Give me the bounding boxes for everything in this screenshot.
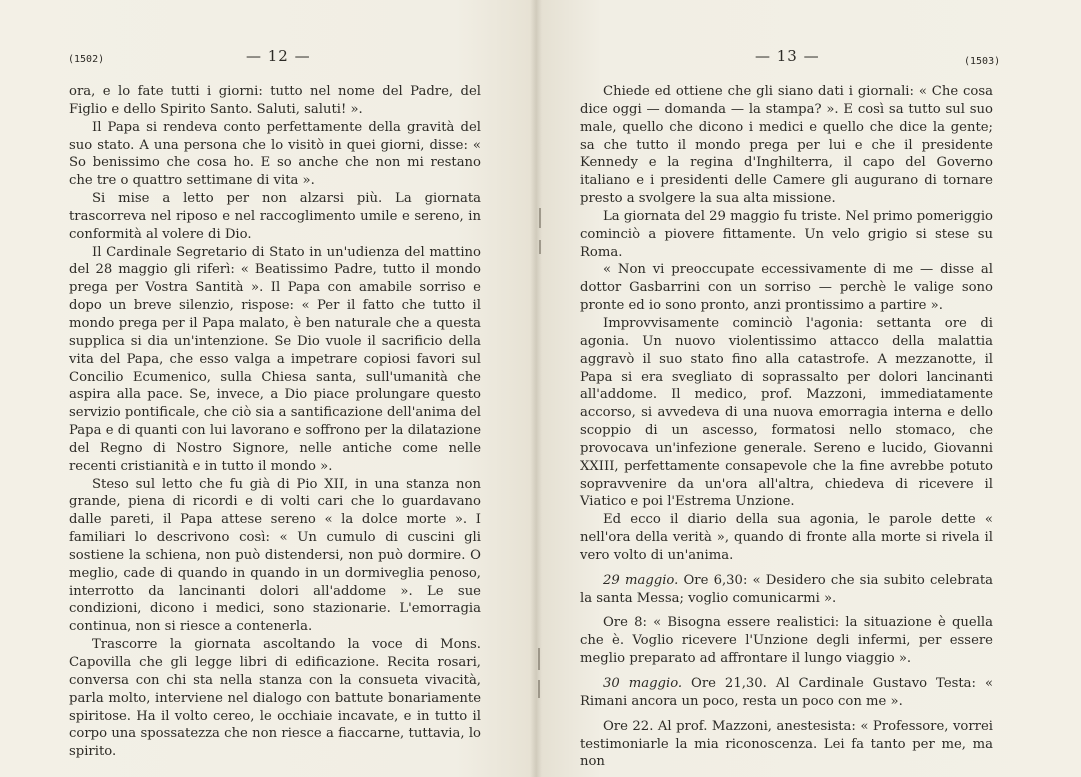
right-page [536, 0, 1081, 777]
diary-date: 30 maggio. [603, 676, 683, 691]
paragraph: Trascorre la giornata ascoltando la voce di Mons. Capovilla che gli legge libri di edificazione. Recita rosari, conversa con chi sta nella stanza con la consueta vivacità, parla molto, interviene nel dialogo con battute bonariamente spiritose. Ha il volto cereo, le occhiaie incavate, e in tutto il corpo una spossatezza che non riesce a fiaccarne, tuttavia, lo spirito. [69, 637, 481, 760]
page-marker-left: (1502) [68, 54, 105, 65]
paragraph: Chiede ed ottiene che gli siano dati i giornali: « Che cosa dice oggi — domanda — la stampa? ». E così sa tutto sul suo male, quello che dicono i medici e quello che dice la gente; sa che tutto il mondo prega per lui e che il presidente Kennedy e la regina d'Inghilterra, il capo del Governo italiano e i presidenti delle Camere gli augurano di tornare presto a svolgere la sua alta missione. [580, 84, 993, 207]
diary-date: 29 maggio. [603, 572, 679, 588]
paragraph: Improvvisamente cominciò l'agonia: settanta ore di agonia. Un nuovo violentissimo attacco della malattia aggravò il suo stato fino alla catastrofe. A mezzanotte, il Papa si era svegliato di soprassalto per dolori lancinanti all'addome. Il medico, prof. Mazzoni, immediatamente accorso, si avvedeva di una nuova emorragia interna e dello scoppio di un ascesso, formatosi nello stomaco, che provocava un'infezione generale. Sereno e lucido, Giovanni XXIII, perfettamente consapevole che la fine avrebbe potuto sopravvenire da un'ora all'altra, chiedeva di ricevere il Viatico e poi l'Estrema Unzione. [580, 315, 993, 510]
scan-artifact [539, 208, 541, 228]
diary-text: Ore 6,30: « Desidero che sia subito celebrata la santa Messa; voglio comunicarmi ». [580, 572, 994, 606]
diary-entry [580, 614, 993, 668]
left-page [0, 0, 536, 777]
diary-entry [580, 675, 993, 711]
paragraph: Il Papa si rendeva conto perfettamente della gravità del suo stato. A una persona che lo visitò in quei giorni, disse: « So benissimo che cosa ho. E so anche che non mi restano che tre o quattro settimane di vita ». [69, 119, 481, 189]
diary-text: Ore 21,30. Al Cardinale Gustavo Testa: « Rimani ancora un poco, resta un poco con me ». [580, 676, 994, 709]
paragraph: Si mise a letto per non alzarsi più. La giornata trascorreva nel riposo e nel raccoglimento umile e sereno, in conformità al volere di Dio. [69, 191, 481, 242]
scan-artifact [538, 648, 540, 670]
diary-entry [580, 572, 993, 608]
left-page-body [69, 83, 481, 761]
paragraph: La giornata del 29 maggio fu triste. Nel primo pomeriggio cominciò a piovere fittamente. Un velo grigio si stese su Roma. [580, 208, 993, 260]
paragraph: Il Cardinale Segretario di Stato in un'udienza del mattino del 28 maggio gli riferì: « Beatissimo Padre, tutto il mondo prega per Vostra Santità ». Il Papa con amabile sorriso e dopo un breve silenzio, rispose: « Per il fatto che tutto il mondo prega per il Papa malato, è ben naturale che a questa supplica si dia un'intenzione. Se Dio vuole il sacrificio della vita del Papa, che esso valga a impetrare copiosi favori sul Concilio Ecumenico, sulla Chiesa santa, sull'umanità che aspira alla pace. Se, invece, a Dio piace prolungare questo servizio pontificale, che ciò sia a santificazione dell'anima del Papa e di quanti con lui lavorano e soffrono per la dilatazione del Regno di Nostro Signore, nelle antiche come nelle recenti cristianità e in tutto il mondo ». [69, 244, 481, 474]
scan-artifact [539, 240, 541, 254]
right-page-body [580, 83, 993, 771]
diary-text: Ore 22. Al prof. Mazzoni, anestesista: « Professore, vorrei testimoniarle la mia riconoscenza. Lei fa tanto per me, ma non [580, 718, 993, 770]
page-number-right: — 13 — [755, 47, 820, 65]
page-marker-right: (1503) [964, 56, 1001, 67]
paragraph: « Non vi preoccupate eccessivamente di me — disse al dottor Gasbarrini con un sorriso — perchè le valige sono pronte ed io sono pronto, anzi prontissimo a partire ». [580, 262, 993, 314]
paragraph: ora, e lo fate tutti i giorni: tutto nel nome del Padre, del Figlio e dello Spirito Santo. Saluti, saluti! ». [69, 84, 481, 117]
diary-entry [580, 718, 993, 772]
diary-text: Ore 8: « Bisogna essere realistici: la situazione è quella che è. Voglio ricevere l'Unzione degli infermi, per essere meglio preparato ad affrontare il lungo viaggio ». [580, 615, 993, 667]
paragraph: Ed ecco il diario della sua agonia, le parole dette « nell'ora della verità », quando di fronte alla morte si rivela il vero volto di un'anima. [580, 512, 993, 563]
book-gutter [530, 0, 542, 777]
scan-artifact [538, 680, 540, 698]
page-number-left: — 12 — [246, 47, 311, 65]
paragraph: Steso sul letto che fu già di Pio XII, in una stanza non grande, piena di ricordi e di volti cari che lo guardavano dalle pareti, il Papa attese sereno « la dolce morte ». I familiari lo descrivono così: « Un cumulo di cuscini gli sostiene la schiena, non può distendersi, non può dormire. O meglio, cade di quando in quando in un dormiveglia penoso, interrotto da lancinanti dolori all'addome ». Le sue condizioni, dicono i medici, sono stazionarie. L'emorragia continua, non si riesce a contenerla. [69, 476, 481, 635]
